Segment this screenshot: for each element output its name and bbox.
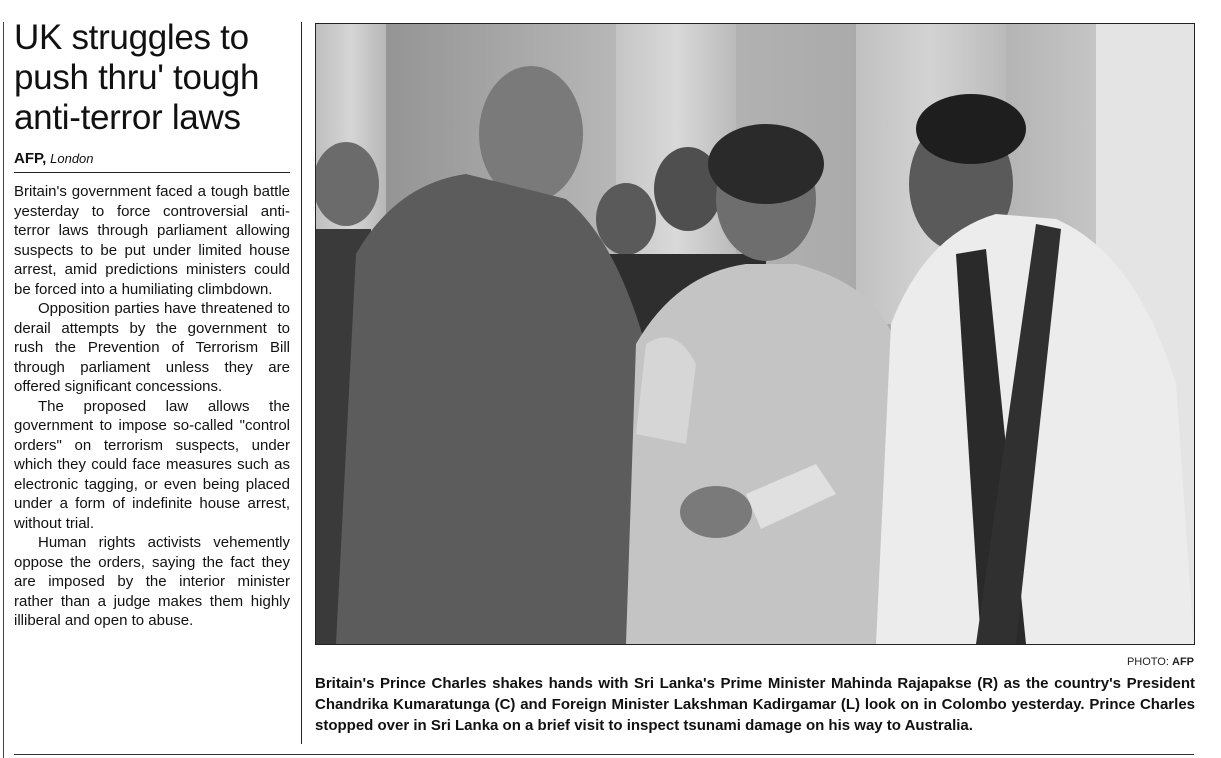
paragraph-4: Human rights activists vehemently oppose the orders, saying the fact they are imposed by the interior minister rather than a judge makes them highly illiberal and open to abuse. (14, 534, 290, 629)
paragraph-2: Opposition parties have threatened to derail attempts by the government to rush the Prevention of Terrorism Bill through parliament unless they are offered significant concessions. (14, 300, 290, 395)
page-left-rule (3, 22, 4, 758)
news-photo (315, 23, 1195, 645)
photo-caption: Britain's Prince Charles shakes hands with Sri Lanka's Prime Minister Mahinda Rajapakse (R) as the country's President Chandrika Kumaratunga (C) and Foreign Minister Lakshman Kadirgamar (L) look on in Colombo yesterday. Prince Charles stopped over in Sri Lanka on a brief visit to inspect tsunami damage on his way to Australia. (315, 675, 1195, 734)
photo-credit (1127, 656, 1194, 668)
headline: UK struggles to push thru' tough anti-terror laws (14, 18, 260, 137)
article-body (14, 182, 290, 631)
photo-credit-label: PHOTO: (1126, 656, 1169, 668)
photo-credit-source: AFP (1172, 656, 1194, 668)
paragraph-3: The proposed law allows the government to impose so-called "control orders" on terrorism suspects, under which they could face measures such as electronic tagging, or even being placed under a form of indefinite house arrest, without trial. (14, 397, 290, 532)
article (14, 18, 290, 631)
byline-agency: AFP, (14, 150, 47, 167)
paragraph-1: Britain's government faced a tough battle yesterday to force controversial anti-terror laws through parliament allowing suspects to be put under limited house arrest, amid predictions ministers could be forced into a humiliating climbdown. (14, 183, 290, 298)
column-divider (301, 22, 302, 744)
byline-place: London (50, 151, 94, 166)
bottom-rule (14, 754, 1194, 755)
byline (14, 150, 290, 173)
